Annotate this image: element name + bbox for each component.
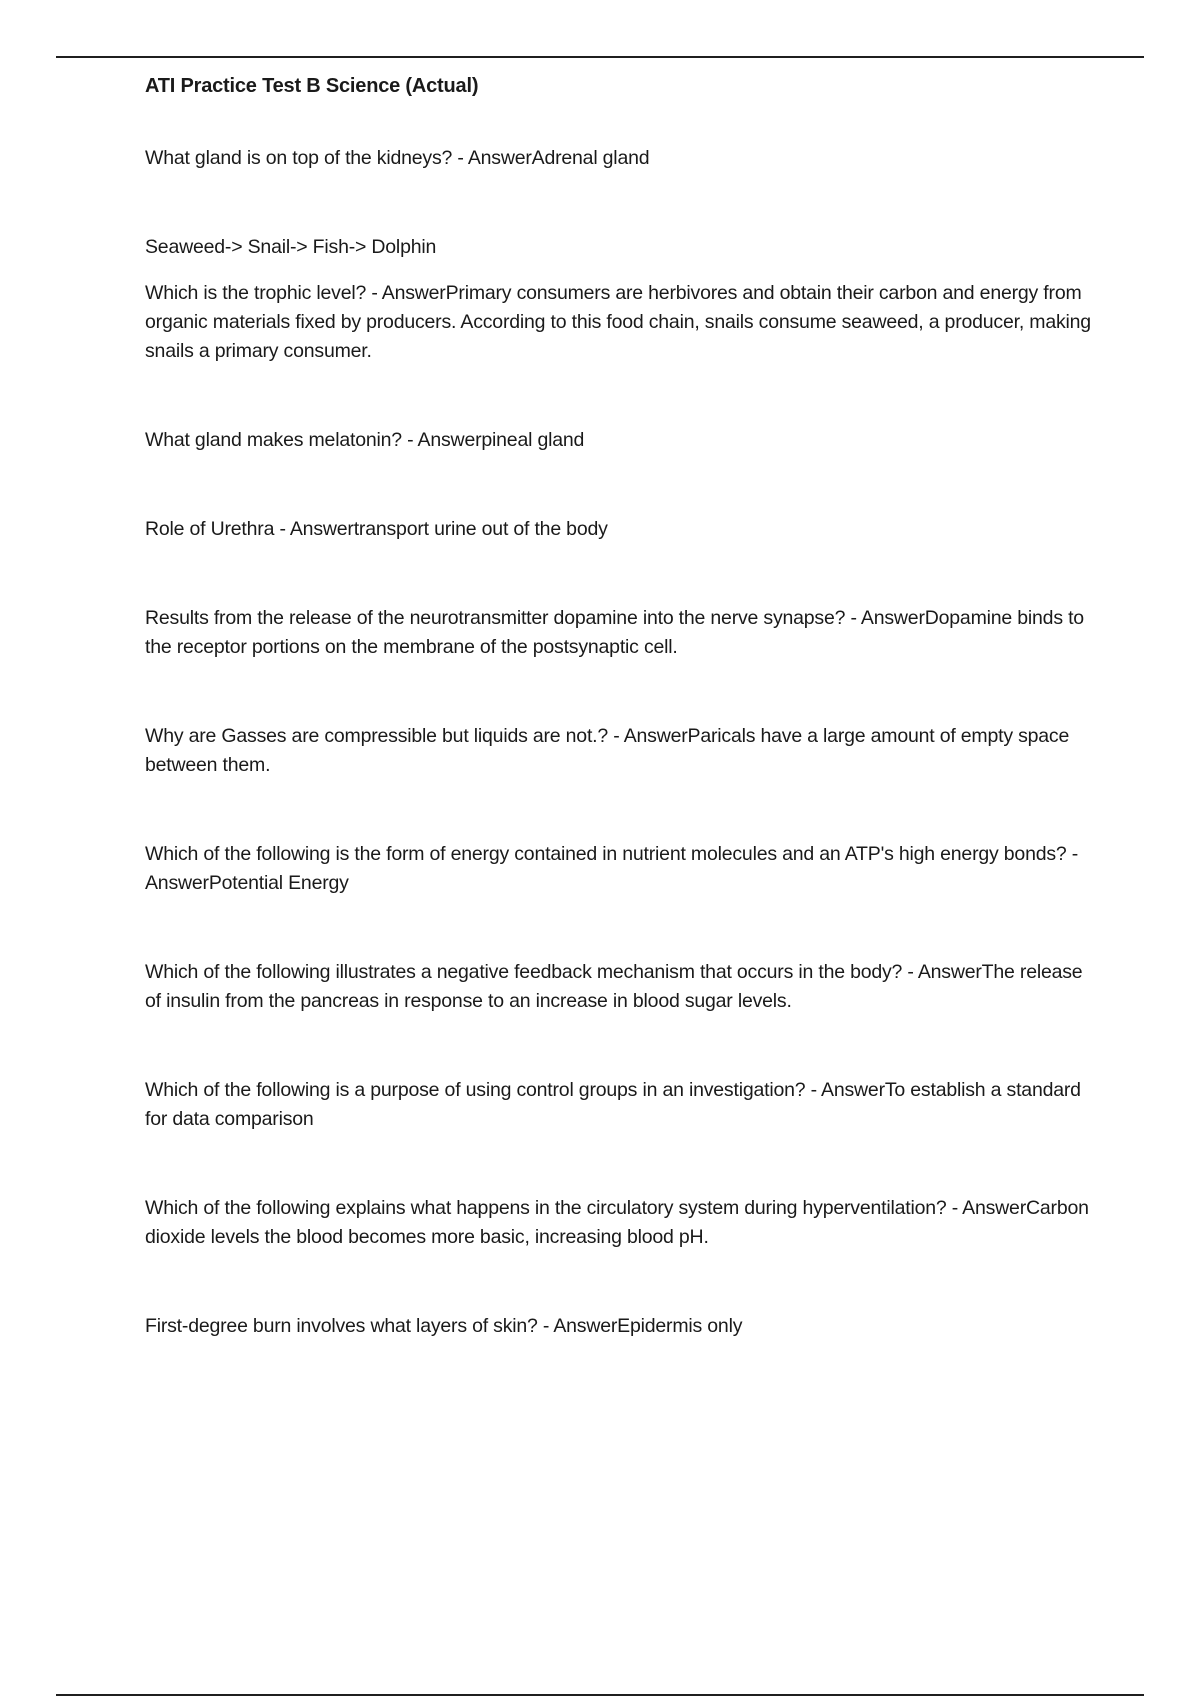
header-rule xyxy=(56,56,1144,58)
qa-item-hyperventilation: Which of the following explains what happens in the circulatory system during hyperventilation? - AnswerCarbon dioxide levels the blood becomes more basic, increasing blood pH. xyxy=(145,1197,1094,1248)
qa-item-first-degree-burn: First-degree burn involves what layers of skin? - AnswerEpidermis only xyxy=(145,1315,743,1337)
qa-item-energy: Which of the following is the form of energy contained in nutrient molecules and an ATP's high energy bonds? - AnswerPotential Energy xyxy=(145,843,1083,894)
qa-item-negative-feedback: Which of the following illustrates a negative feedback mechanism that occurs in the body? - AnswerThe release of insulin from the pancreas in response to an increase in blood sugar levels. xyxy=(145,961,1088,1012)
qa-item-adrenal: What gland is on top of the kidneys? - AnswerAdrenal gland xyxy=(145,147,650,169)
document-page xyxy=(145,72,1095,1341)
qa-item-dopamine: Results from the release of the neurotransmitter dopamine into the nerve synapse? - AnswerDopamine binds to the receptor portions on the membrane of the postsynaptic cell. xyxy=(145,607,1090,658)
qa-item-control-groups: Which of the following is a purpose of using control groups in an investigation? - AnswerTo establish a standard for data comparison xyxy=(145,1079,1087,1130)
qa-item-urethra: Role of Urethra - Answertransport urine out of the body xyxy=(145,518,608,540)
food-chain-line: Seaweed-> Snail-> Fish-> Dolphin xyxy=(145,236,437,258)
qa-item-gasses: Why are Gasses are compressible but liquids are not.? - AnswerParicals have a large amount of empty space between them. xyxy=(145,725,1075,776)
qa-item-trophic-level: Which is the trophic level? - AnswerPrimary consumers are herbivores and obtain their carbon and energy from organic materials fixed by producers. According to this food chain, snails consume seaweed, a producer, making snails a primary consumer. xyxy=(145,282,1097,362)
qa-item-melatonin: What gland makes melatonin? - Answerpineal gland xyxy=(145,429,585,451)
document-title: ATI Practice Test B Science (Actual) xyxy=(145,75,479,97)
footer-rule xyxy=(56,1694,1144,1696)
